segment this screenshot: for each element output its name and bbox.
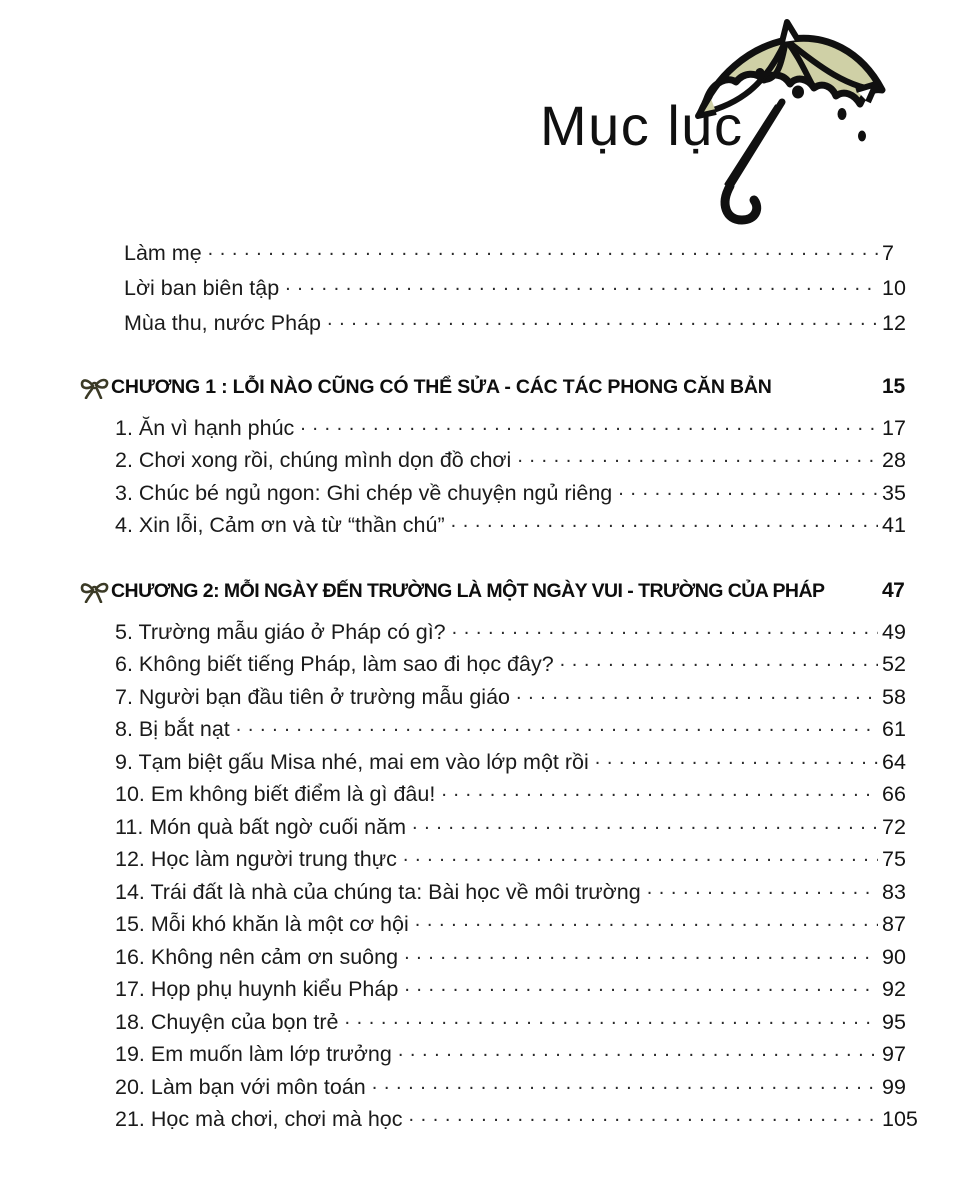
toc-entry-page: 105 — [882, 1107, 918, 1131]
toc-entry[interactable] — [0, 1105, 940, 1138]
toc-entry-page: 92 — [882, 977, 906, 1001]
toc-entry-label: 10. Em không biết điểm là gì đâu! — [115, 782, 436, 806]
dot-leader — [516, 682, 878, 704]
chapter-heading-1[interactable] — [0, 369, 940, 405]
table-of-contents — [0, 238, 976, 1137]
chapter-section-1 — [0, 369, 940, 543]
toc-entry-page: 52 — [882, 652, 906, 676]
toc-entry[interactable] — [0, 1007, 940, 1040]
toc-entry-label: 21. Học mà chơi, chơi mà học — [115, 1107, 403, 1131]
toc-entry-label: Lời ban biên tập — [124, 275, 280, 300]
toc-entry-page: 75 — [882, 847, 906, 871]
toc-entry-page: 10 — [882, 275, 906, 300]
toc-entry-label: 14. Trái đất là nhà của chúng ta: Bài học về môi trường — [115, 879, 641, 904]
toc-entry[interactable] — [0, 747, 940, 780]
toc-entry-label: 12. Học làm người trung thực — [115, 847, 397, 871]
toc-entry[interactable] — [0, 975, 940, 1008]
toc-entry-label: 11. Món quà bất ngờ cuối năm — [115, 814, 406, 839]
toc-entry[interactable] — [0, 238, 940, 273]
bow-icon — [80, 373, 110, 399]
chapter-title: CHƯƠNG 1 : LỖI NÀO CŨNG CÓ THỂ SỬA - CÁC TÁC PHONG CĂN BẢN — [111, 375, 772, 398]
toc-entry[interactable] — [0, 308, 940, 343]
chapter-title: CHƯƠNG 2: MỖI NGÀY ĐẾN TRƯỜNG LÀ MỘT NGÀY VUI - TRƯỜNG CỦA PHÁP — [111, 579, 825, 602]
toc-entry-page: 72 — [882, 814, 906, 839]
toc-entry[interactable] — [0, 715, 940, 748]
toc-entry[interactable] — [0, 877, 940, 910]
chapter-page-number: 47 — [882, 579, 905, 602]
toc-entry-label: 18. Chuyện của bọn trẻ — [115, 1009, 339, 1034]
toc-entry-label: 1. Ăn vì hạnh phúc — [115, 415, 295, 440]
toc-entry-label: 2. Chơi xong rồi, chúng mình dọn đồ chơi — [115, 448, 512, 472]
dot-leader — [517, 446, 878, 468]
dot-leader — [595, 747, 878, 769]
toc-entry[interactable] — [0, 617, 940, 650]
toc-entry-label: 6. Không biết tiếng Pháp, làm sao đi học đây? — [115, 652, 554, 676]
toc-entry-page: 41 — [882, 513, 906, 537]
dot-leader — [452, 617, 878, 639]
toc-entry-label: 15. Mỗi khó khăn là một cơ hội — [115, 912, 409, 936]
toc-entry-page: 12 — [882, 310, 906, 335]
toc-entry-label: 9. Tạm biệt gấu Misa nhé, mai em vào lớp một rồi — [115, 749, 589, 774]
toc-entry-page: 61 — [882, 717, 906, 741]
toc-entry[interactable] — [0, 446, 940, 479]
dot-leader — [403, 845, 878, 867]
toc-entry[interactable] — [0, 682, 940, 715]
dot-leader — [285, 273, 878, 295]
toc-entry-label: 4. Xin lỗi, Cảm ơn và từ “thần chú” — [115, 513, 445, 537]
toc-entry-label: 17. Họp phụ huynh kiểu Pháp — [115, 977, 399, 1001]
chapter-2-items — [0, 617, 940, 1137]
dot-leader — [451, 511, 878, 533]
bow-icon — [80, 577, 110, 603]
dot-leader — [409, 1105, 879, 1127]
toc-entry-page: 90 — [882, 944, 906, 969]
dot-leader — [345, 1007, 878, 1029]
page-title: Mục lục — [540, 94, 744, 157]
dot-leader — [398, 1040, 878, 1062]
toc-entry-label: 7. Người bạn đầu tiên ở trường mẫu giáo — [115, 684, 510, 709]
dot-leader — [412, 812, 878, 834]
toc-entry-label: Mùa thu, nước Pháp — [124, 310, 322, 335]
toc-entry[interactable] — [0, 812, 940, 845]
dot-leader — [441, 780, 878, 802]
page-header — [0, 0, 976, 232]
dot-leader — [404, 975, 878, 997]
toc-entry-label: 8. Bị bắt nạt — [115, 717, 230, 741]
chapter-page-number: 15 — [882, 375, 905, 398]
dot-leader — [208, 238, 878, 260]
dot-leader — [327, 308, 878, 330]
dot-leader — [618, 478, 878, 500]
toc-entry[interactable] — [0, 1040, 940, 1073]
toc-entry[interactable] — [0, 478, 940, 511]
front-matter-list — [0, 238, 940, 343]
dot-leader — [236, 715, 878, 737]
dot-leader — [415, 910, 878, 932]
toc-entry[interactable] — [0, 273, 940, 308]
toc-entry[interactable] — [0, 910, 940, 943]
toc-entry-page: 95 — [882, 1009, 906, 1034]
toc-entry-label: 20. Làm bạn với môn toán — [115, 1074, 366, 1099]
toc-entry-page: 7 — [882, 240, 894, 265]
chapter-1-items — [0, 413, 940, 543]
toc-entry-label: Làm mẹ — [124, 240, 202, 265]
toc-entry-page: 97 — [882, 1042, 906, 1066]
toc-entry-label: 3. Chúc bé ngủ ngon: Ghi chép về chuyện ngủ riêng — [115, 480, 613, 505]
toc-entry-page: 58 — [882, 684, 906, 709]
dot-leader — [647, 877, 878, 899]
toc-entry-label: 16. Không nên cảm ơn suông — [115, 944, 399, 969]
toc-entry-page: 66 — [882, 782, 906, 806]
toc-entry[interactable] — [0, 511, 940, 544]
dot-leader — [372, 1072, 878, 1094]
toc-entry[interactable] — [0, 413, 940, 446]
toc-entry-page: 64 — [882, 749, 906, 774]
chapter-section-2 — [0, 573, 940, 1137]
toc-entry-label: 19. Em muốn làm lớp trưởng — [115, 1042, 392, 1066]
toc-entry-page: 17 — [882, 415, 906, 440]
toc-entry-page: 35 — [882, 480, 906, 505]
dot-leader — [300, 413, 878, 435]
toc-entry[interactable] — [0, 650, 940, 683]
dot-leader — [404, 942, 878, 964]
toc-entry-label: 5. Trường mẫu giáo ở Pháp có gì? — [115, 619, 446, 644]
toc-entry-page: 87 — [882, 912, 906, 936]
toc-entry[interactable] — [0, 942, 940, 975]
toc-entry-page: 83 — [882, 879, 906, 904]
toc-entry-page: 99 — [882, 1074, 906, 1099]
toc-entry-page: 28 — [882, 448, 906, 472]
toc-entry[interactable] — [0, 780, 940, 813]
toc-entry[interactable] — [0, 1072, 940, 1105]
chapter-heading-2[interactable] — [0, 573, 940, 609]
dot-leader — [560, 650, 878, 672]
toc-entry-page: 49 — [882, 619, 906, 644]
toc-entry[interactable] — [0, 845, 940, 878]
